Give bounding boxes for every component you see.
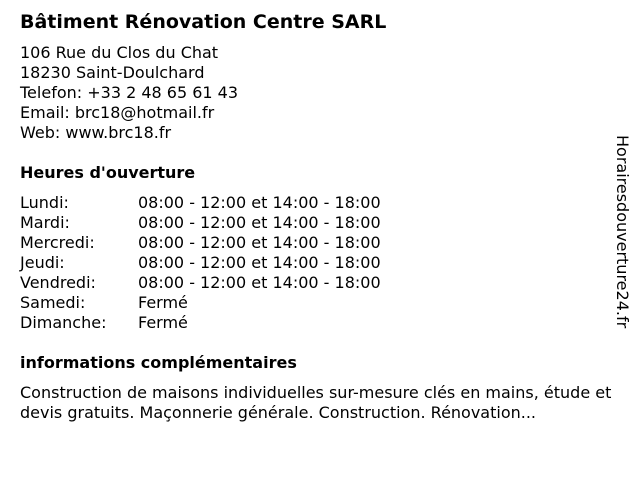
info-heading: informations complémentaires [20, 353, 297, 372]
hours-row-tuesday [20, 213, 440, 233]
day-label: Lundi: [20, 193, 69, 212]
hours-list [20, 193, 440, 333]
day-label: Samedi: [20, 293, 86, 312]
email-line: Email: brc18@hotmail.fr [20, 103, 215, 122]
info-description: Construction de maisons individuelles sur-mesure clés en mains, étude et devis gratuits. Maçonnerie générale. Construction. Rénovation... [20, 383, 612, 422]
day-hours: Fermé [138, 293, 188, 312]
day-label: Jeudi: [20, 253, 65, 272]
hours-row-monday [20, 193, 440, 213]
business-name: Bâtiment Rénovation Centre SARL [20, 11, 387, 33]
day-label: Mercredi: [20, 233, 95, 252]
contact-block [20, 43, 238, 143]
hours-row-friday [20, 273, 440, 293]
address-street: 106 Rue du Clos du Chat [20, 43, 219, 62]
day-label: Mardi: [20, 213, 70, 232]
day-hours: 08:00 - 12:00 et 14:00 - 18:00 [138, 253, 381, 272]
hours-row-thursday [20, 253, 440, 273]
hours-row-sunday [20, 313, 440, 333]
hours-row-wednesday [20, 233, 440, 253]
day-hours: 08:00 - 12:00 et 14:00 - 18:00 [138, 233, 381, 252]
day-label: Vendredi: [20, 273, 96, 292]
day-hours: 08:00 - 12:00 et 14:00 - 18:00 [138, 273, 381, 292]
day-hours: Fermé [138, 313, 188, 332]
day-hours: 08:00 - 12:00 et 14:00 - 18:00 [138, 193, 381, 212]
hours-heading: Heures d'ouverture [20, 163, 196, 182]
address-city: 18230 Saint-Doulchard [20, 63, 205, 82]
phone-line: Telefon: +33 2 48 65 61 43 [20, 83, 239, 102]
web-line: Web: www.brc18.fr [20, 123, 172, 142]
hours-row-saturday [20, 293, 440, 313]
day-hours: 08:00 - 12:00 et 14:00 - 18:00 [138, 213, 381, 232]
site-watermark: Horairesdouverture24.fr [613, 135, 632, 329]
day-label: Dimanche: [20, 313, 107, 332]
